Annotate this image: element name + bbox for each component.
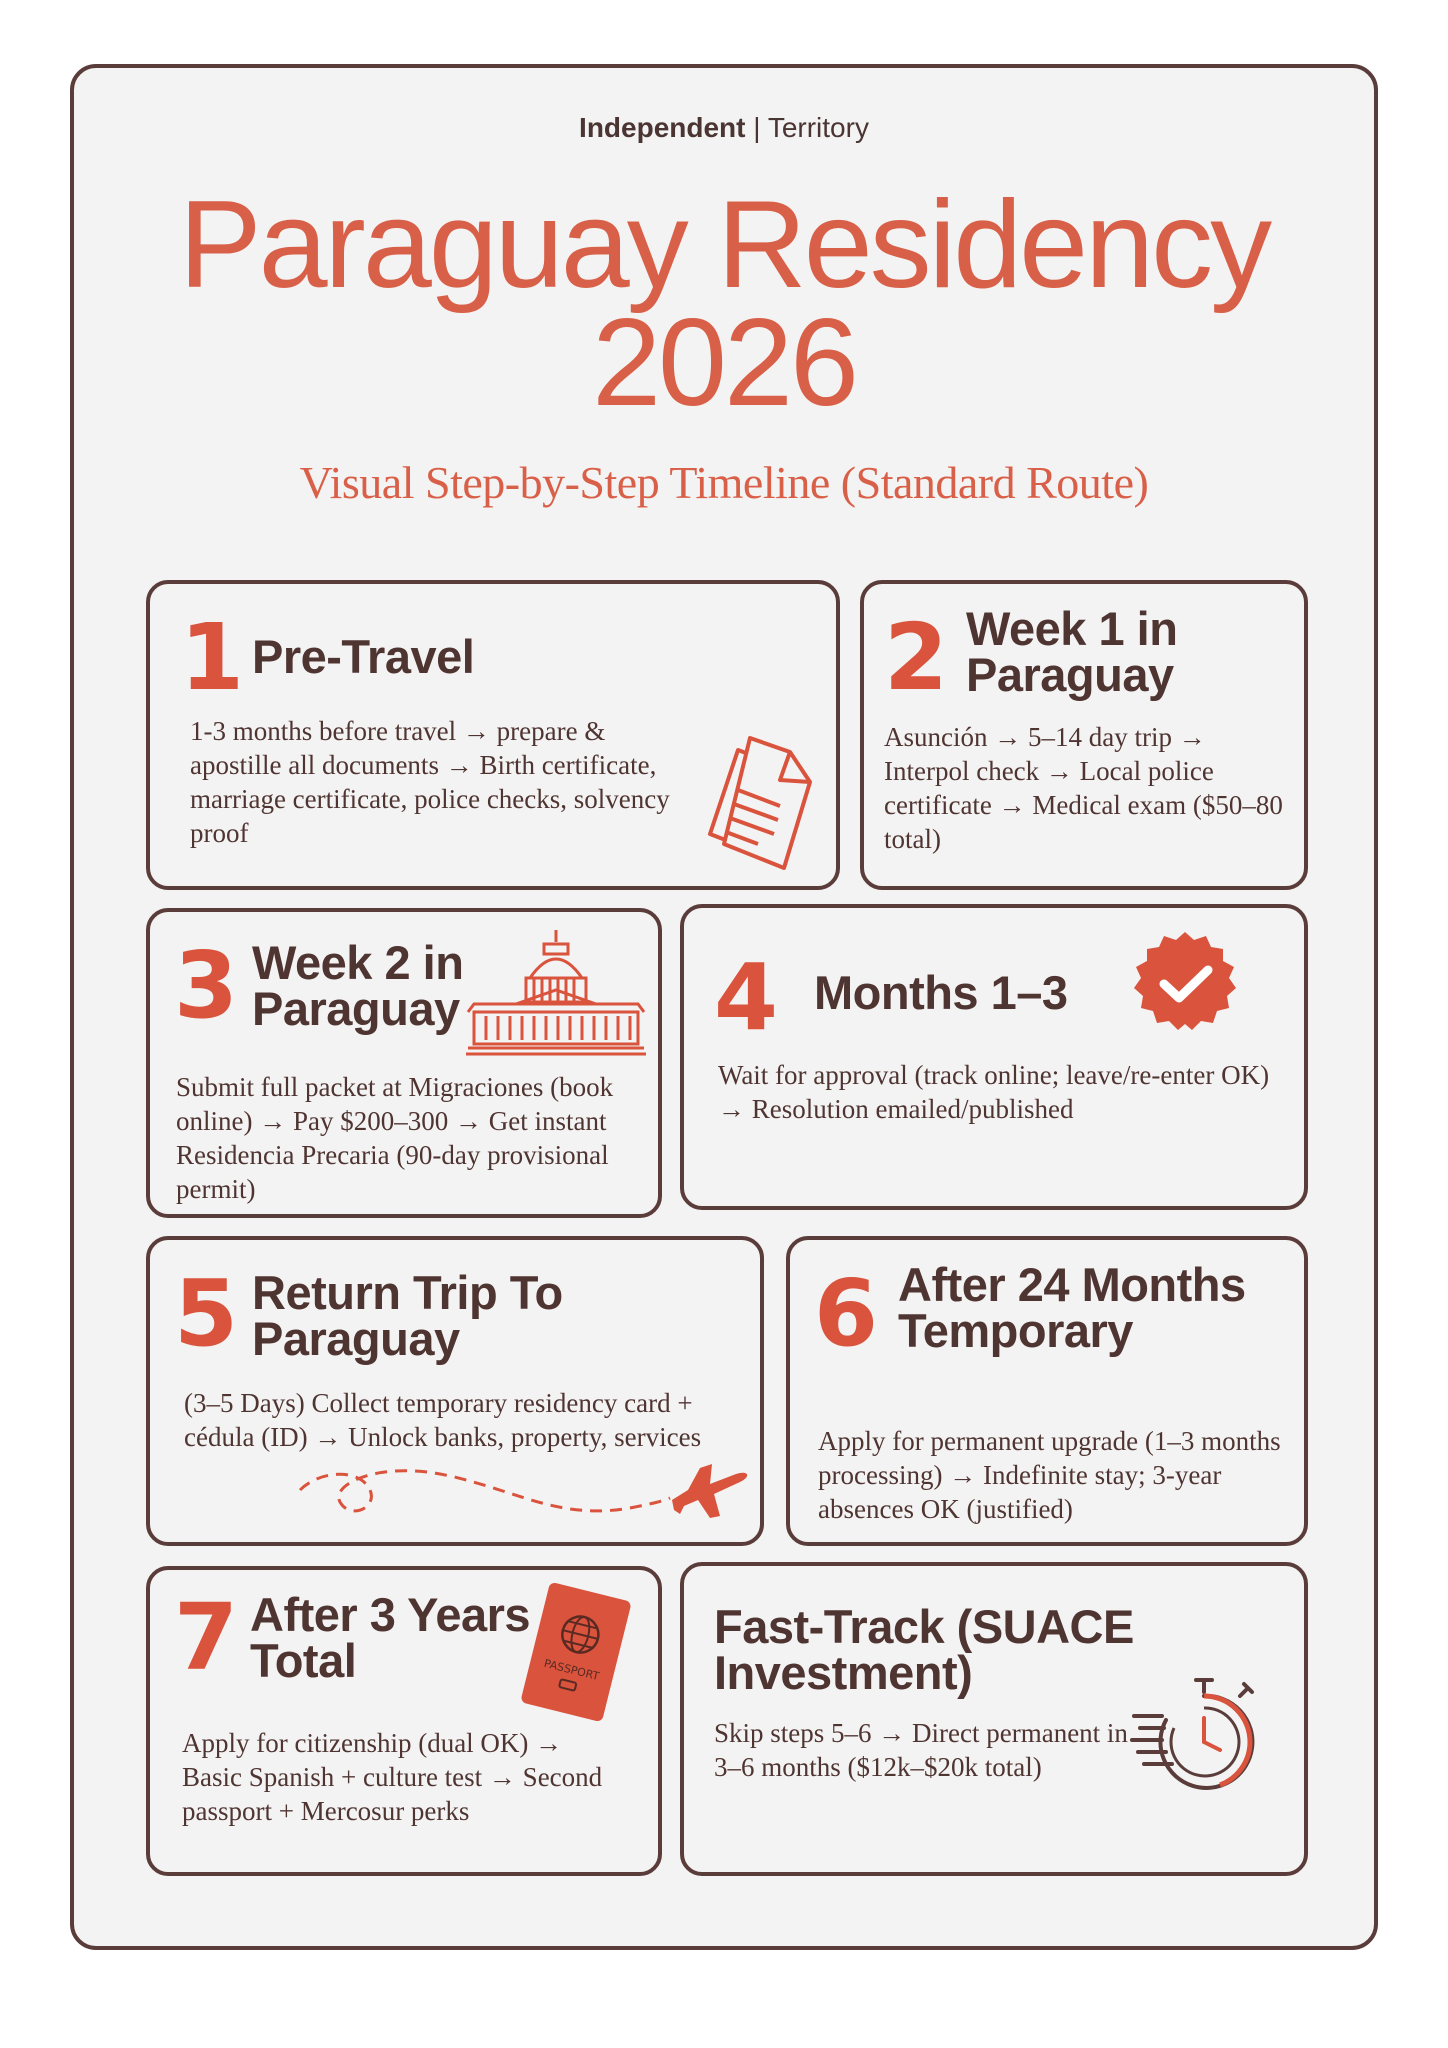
step-body: Submit full packet at Migraciones (book online) → Pay $200–300 → Get instant Residencia Precaria (90-day provisional permit) [176,1072,614,1204]
step-body: (3–5 Days) Collect temporary residency card + cédula (ID) → Unlock banks, property, services [184,1388,702,1452]
step-body: Apply for citizenship (dual OK) → Basic Spanish + culture test → Second passport + Mercosur perks [182,1728,603,1826]
step-card-3 [146,908,662,1218]
page-subtitle: Visual Step-by-Step Timeline (Standard Route) [299,457,1149,508]
step-title: Fast-Track (SUACE Investment) [714,1600,1134,1699]
step-title: Week 2 in Paraguay [252,936,464,1035]
step-number: 3 [174,932,239,1039]
brand-line [0,112,1448,144]
step-number: 5 [174,1260,239,1367]
step-number: 2 [884,604,949,711]
check-badge-icon [1130,930,1240,1040]
step-body: Apply for permanent upgrade (1–3 months processing) → Indefinite stay; 3-year absences OK (justified) [818,1426,1281,1524]
step-body: Asunción → 5–14 day trip → Interpol check → Local police certificate → Medical exam ($50–80 total) [884,722,1283,854]
step-card-fast-track [680,1562,1308,1876]
step-card-1 [146,580,840,890]
step-title: Return Trip To Paraguay [252,1266,563,1365]
step-title: Week 1 in Paraguay [966,602,1178,701]
step-body: Skip steps 5–6 → Direct permanent in 3–6 months ($12k–$20k total) [714,1718,1128,1782]
documents-icon [698,730,828,870]
step-card-7 [146,1566,662,1876]
airplane-icon [300,1450,750,1540]
step-title: Pre-Travel [252,630,475,683]
step-title: Months 1–3 [814,966,1068,1019]
passport-label: PASSPORT [542,1656,601,1684]
step-title: After 3 Years Total [250,1588,531,1687]
step-body: 1-3 months before travel → prepare & apostille all documents → Birth certificate, marriage certificate, police checks, solvency proof [190,716,670,848]
brand-rest: | Territory [753,112,869,143]
step-title: After 24 Months Temporary [898,1258,1246,1357]
title-line-2: 2026 [592,294,856,432]
passport-icon [516,1582,636,1722]
step-card-2 [860,580,1308,890]
step-card-6 [786,1236,1308,1546]
government-building-icon [466,928,646,1058]
step-card-4 [680,904,1308,1210]
step-number: 1 [180,604,245,711]
step-card-5 [146,1236,764,1546]
step-number: 7 [174,1584,239,1691]
step-number: 6 [814,1260,879,1367]
stopwatch-icon [1132,1666,1272,1796]
title-line-1: Paraguay Residency [178,176,1270,314]
step-body: Wait for approval (track online; leave/re-enter OK) → Resolution emailed/published [718,1060,1270,1124]
page-title [0,176,1448,432]
brand-bold: Independent [579,112,746,143]
step-number: 4 [714,944,779,1051]
